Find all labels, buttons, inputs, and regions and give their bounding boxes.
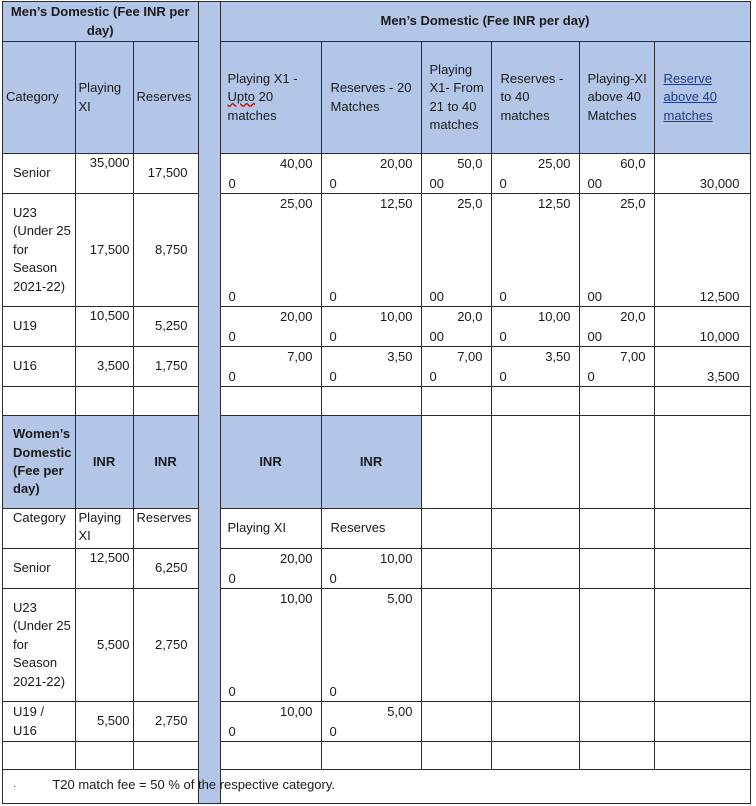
footnote-bullet: ·	[13, 781, 17, 793]
table-row	[3, 194, 751, 307]
value-part-top: 10,00	[279, 704, 313, 719]
womens-playing-xi: 12,500	[75, 549, 133, 589]
mens-reserve-above-40	[654, 194, 750, 307]
value-part-bottom: 0	[329, 288, 337, 304]
value-part-top: 7,00	[287, 349, 313, 364]
value-part-bottom: 0	[587, 368, 595, 384]
mens-reserves-20	[321, 154, 421, 194]
mens-category: Senior	[3, 154, 76, 194]
value-part-top: 10,00	[379, 309, 413, 324]
womens-category: Senior	[3, 549, 76, 589]
value-part-top: 3,50	[545, 349, 571, 364]
mens-header-category: Category	[3, 42, 76, 154]
value-part-top: 12,50	[537, 196, 571, 211]
empty-row	[3, 742, 751, 770]
womens-reserves: 6,250	[133, 549, 198, 589]
value-part-bottom: 0	[329, 368, 337, 384]
table-row	[3, 154, 751, 194]
value-part-bottom: 0	[329, 723, 337, 739]
mens-playing-21-40	[421, 194, 491, 307]
value-part-top: 25,00	[537, 156, 571, 171]
mens-title-right: Men’s Domestic (Fee INR per day)	[220, 2, 750, 42]
value-part-bottom: 0	[228, 288, 236, 304]
womens-reserves: 2,750	[133, 589, 198, 702]
womens-header-reserves: Reserves	[133, 509, 198, 549]
mens-category: U19	[3, 307, 76, 347]
value-part-bottom: 0	[329, 683, 337, 699]
value-part-bottom: 0	[499, 175, 507, 191]
value-part-top: 10,00	[379, 551, 413, 566]
value-part-bottom: 0	[499, 288, 507, 304]
footnote-text: T20 match fee = 50 % of the respective category.	[52, 777, 336, 793]
value-part-top: 50,0	[457, 156, 483, 171]
value-part-top: 20,00	[279, 309, 313, 324]
mens-reserves-40	[491, 307, 579, 347]
value-part-bottom: 0	[499, 368, 507, 384]
value-part-top: 20,00	[379, 156, 413, 171]
womens-reserves-2	[321, 589, 421, 702]
mens-reserve-above-40-value: 3,500	[706, 368, 740, 384]
mens-reserves-40	[491, 194, 579, 307]
mens-playing-upto-20	[220, 154, 321, 194]
mens-header-reserves: Reserves	[133, 42, 198, 154]
table-row	[3, 347, 751, 387]
womens-playing-xi-2	[220, 702, 321, 742]
mens-playing-upto-20	[220, 194, 321, 307]
value-part-bottom: 00	[587, 328, 602, 344]
value-part-top: 7,00	[620, 349, 646, 364]
womens-reserves-2	[321, 702, 421, 742]
value-part-bottom: 0	[228, 570, 236, 586]
fee-table	[2, 1, 751, 804]
value-part-bottom: 00	[587, 288, 602, 304]
mens-reserves: 5,250	[133, 307, 198, 347]
mens-header-playing-xi: Playing XI	[75, 42, 133, 154]
mens-reserves-40	[491, 347, 579, 387]
value-part-top: 5,00	[387, 591, 413, 606]
spellcheck-mark: Upto	[227, 89, 255, 105]
womens-header-category: Category	[3, 509, 76, 549]
womens-reserves-2	[321, 549, 421, 589]
womens-inr-1: INR	[75, 416, 133, 509]
womens-header-playing-xi: Playing XI	[75, 509, 133, 549]
table-row	[3, 702, 751, 742]
value-part-bottom: 0	[429, 368, 437, 384]
mens-reserves-20	[321, 194, 421, 307]
value-part-bottom: 0	[329, 328, 337, 344]
mens-title-left: Men’s Domestic (Fee INR per day)	[3, 2, 199, 42]
value-part-bottom: 0	[329, 570, 337, 586]
womens-playing-xi: 5,500	[75, 589, 133, 702]
empty-row	[3, 387, 751, 416]
mens-playing-above-40	[579, 194, 654, 307]
womens-header-reserves-2: Reserves	[321, 509, 421, 549]
value-part-top: 10,00	[537, 309, 571, 324]
womens-playing-xi: 5,500	[75, 702, 133, 742]
mens-reserve-above-40	[654, 307, 750, 347]
value-part-top: 25,00	[279, 196, 313, 211]
mens-playing-xi: 3,500	[75, 347, 133, 387]
womens-inr-2: INR	[133, 416, 198, 509]
value-part-bottom: 0	[228, 723, 236, 739]
column-separator	[198, 2, 220, 804]
mens-category: U23 (Under 25 for Season 2021-22)	[3, 194, 76, 307]
mens-reserves: 1,750	[133, 347, 198, 387]
value-part-bottom: 0	[228, 328, 236, 344]
mens-reserve-above-40	[654, 347, 750, 387]
mens-header-playing-upto-20	[220, 42, 321, 154]
mens-playing-upto-20	[220, 307, 321, 347]
value-part-top: 20,0	[620, 309, 646, 324]
mens-playing-xi: 35,000	[75, 154, 133, 194]
mens-playing-above-40	[579, 154, 654, 194]
mens-category: U16	[3, 347, 76, 387]
mens-header-playing-above-40: Playing-XI above 40 Matches	[579, 42, 654, 154]
mens-playing-xi: 17,500	[75, 194, 133, 307]
value-part-top: 20,00	[279, 551, 313, 566]
mens-playing-above-40	[579, 347, 654, 387]
value-part-bottom: 0	[499, 328, 507, 344]
mens-reserves-20	[321, 307, 421, 347]
mens-header-reserve-above-40-link[interactable]: Reserve above 40 matches	[663, 70, 718, 123]
mens-reserve-above-40-value: 12,500	[699, 288, 740, 304]
womens-playing-xi-2	[220, 589, 321, 702]
mens-reserves-40	[491, 154, 579, 194]
value-part-top: 10,00	[279, 591, 313, 606]
value-part-bottom: 00	[429, 328, 444, 344]
fee-document	[2, 1, 751, 804]
womens-inr-3: INR	[220, 416, 321, 509]
value-part-top: 5,00	[387, 704, 413, 719]
value-part-bottom: 0	[228, 175, 236, 191]
mens-header-reserves-20: Reserves - 20 Matches	[321, 42, 421, 154]
mens-playing-upto-20	[220, 347, 321, 387]
footnote-row	[3, 770, 751, 804]
value-part-top: 7,00	[457, 349, 483, 364]
value-part-bottom: 00	[429, 175, 444, 191]
mens-playing-xi: 10,500	[75, 307, 133, 347]
value-part-bottom: 00	[587, 175, 602, 191]
table-row	[3, 549, 751, 589]
womens-header-playing-xi-2: Playing XI	[220, 509, 321, 549]
value-part-top: 60,0	[620, 156, 646, 171]
value-part-top: 40,00	[279, 156, 313, 171]
mens-reserve-above-40	[654, 154, 750, 194]
mens-header-playing-21-40: Playing X1- From 21 to 40 matches	[421, 42, 491, 154]
womens-reserves: 2,750	[133, 702, 198, 742]
womens-title: Women’s Domestic (Fee per day)	[3, 416, 76, 509]
table-row	[3, 589, 751, 702]
value-part-top: 3,50	[387, 349, 413, 364]
mens-playing-21-40	[421, 154, 491, 194]
value-part-bottom: 00	[429, 288, 444, 304]
mens-header-reserves-40: Reserves - to 40 matches	[491, 42, 579, 154]
mens-reserves: 17,500	[133, 154, 198, 194]
womens-playing-xi-2	[220, 549, 321, 589]
value-part-top: 25,0	[457, 196, 483, 211]
value-part-top: 12,50	[379, 196, 413, 211]
mens-header-playing-upto-20-text: Playing X1 - Upto 20 matches	[227, 70, 298, 123]
value-part-top: 25,0	[620, 196, 646, 211]
mens-header-reserve-above-40	[654, 42, 750, 154]
womens-category: U23 (Under 25 for Season 2021-22)	[3, 589, 76, 702]
mens-playing-above-40	[579, 307, 654, 347]
mens-reserve-above-40-value: 30,000	[699, 175, 740, 191]
womens-category: U19 / U16	[3, 702, 76, 742]
value-part-top: 20,0	[457, 309, 483, 324]
mens-reserves-20	[321, 347, 421, 387]
mens-reserve-above-40-value: 10,000	[699, 328, 740, 344]
value-part-bottom: 0	[228, 683, 236, 699]
value-part-bottom: 0	[329, 175, 337, 191]
mens-playing-21-40	[421, 307, 491, 347]
mens-playing-21-40	[421, 347, 491, 387]
womens-inr-4: INR	[321, 416, 421, 509]
table-row	[3, 307, 751, 347]
mens-reserves: 8,750	[133, 194, 198, 307]
value-part-bottom: 0	[228, 368, 236, 384]
